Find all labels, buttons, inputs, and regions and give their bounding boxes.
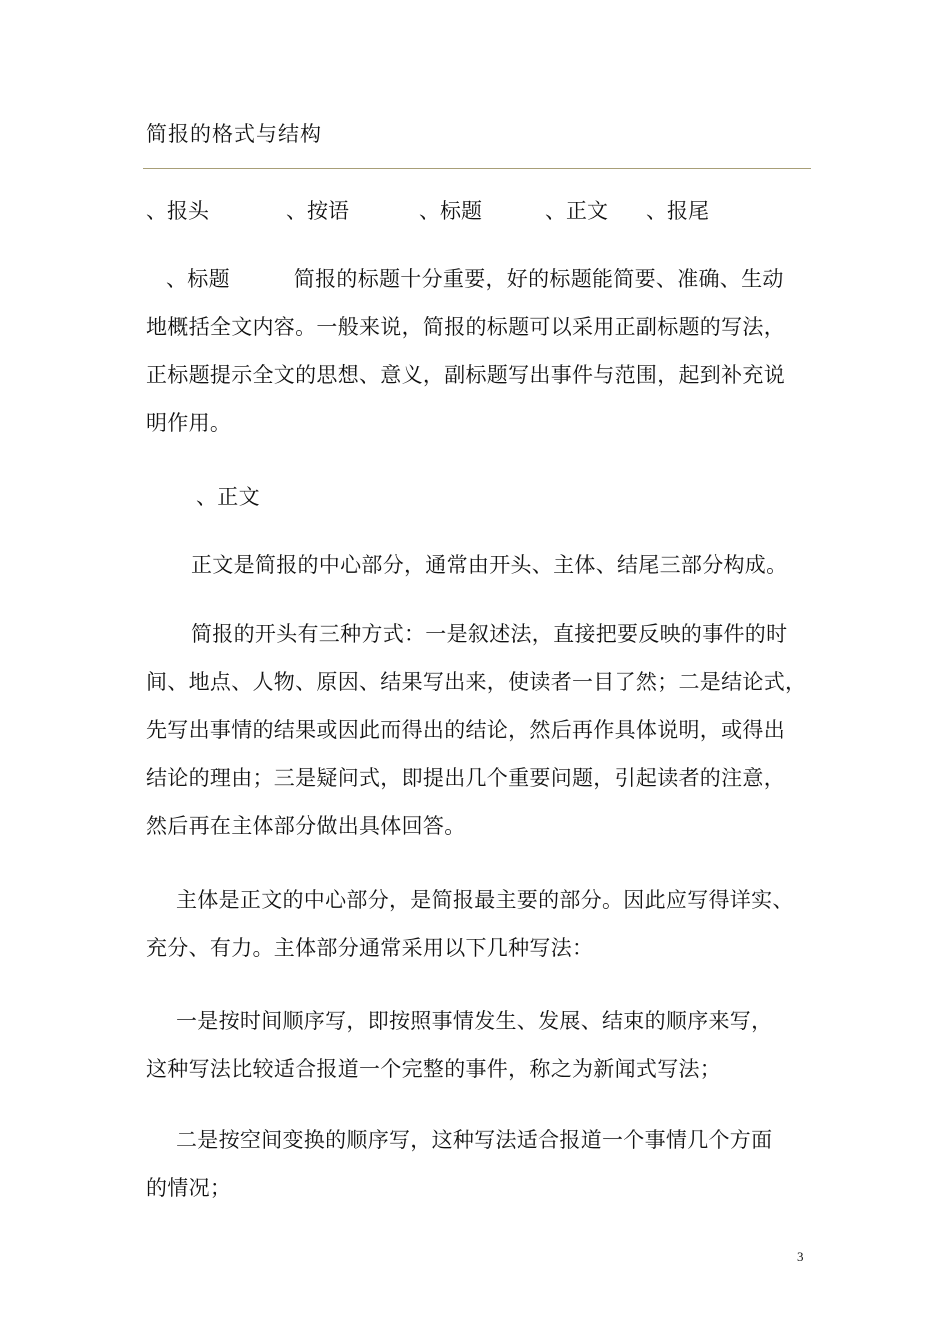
outline-item-report-head: 、报头 <box>146 199 209 223</box>
opening-paragraph <box>146 610 814 850</box>
paragraph-line: 充分、有力。主体部分通常采用以下几种写法： <box>146 936 594 960</box>
body-intro-paragraph <box>146 541 814 589</box>
paragraph-line: 二是按空间变换的顺序写，这种写法适合报道一个事情几个方面 <box>176 1128 773 1152</box>
method-two-paragraph <box>146 1116 814 1212</box>
section-heading: 、正文 <box>196 485 260 509</box>
outline-item-editor-note: 、按语 <box>286 199 349 223</box>
paragraph-line: 间、地点、人物、原因、结果写出来，使读者一目了然；二是结论式， <box>146 670 807 694</box>
title-section-paragraph <box>146 255 814 447</box>
body-section-heading <box>146 473 814 521</box>
outline-item-body: 、正文 <box>545 199 608 223</box>
paragraph-line: 正文是简报的中心部分，通常由开头、主体、结尾三部分构成。 <box>191 553 788 577</box>
paragraph-line: 正标题提示全文的思想、意义，副标题写出事件与范围，起到补充说 <box>146 363 785 387</box>
paragraph-line: 一是按时间顺序写，即按照事情发生、发展、结束的顺序来写， <box>176 1009 773 1033</box>
paragraph-line: 的情况； <box>146 1176 232 1200</box>
paragraph-line: 、标题 简报的标题十分重要，好的标题能简要、准确、生动 <box>166 267 784 291</box>
paragraph-line: 结论的理由；三是疑问式，即提出几个重要问题，引起读者的注意， <box>146 766 785 790</box>
paragraph-line: 先写出事情的结果或因此而得出的结论，然后再作具体说明，或得出 <box>146 718 785 742</box>
paragraph-line: 简报的开头有三种方式：一是叙述法，直接把要反映的事件的时 <box>191 622 788 646</box>
outline-item-report-tail: 、报尾 <box>646 199 709 223</box>
page-number: 3 <box>797 1249 804 1264</box>
paragraph-line: 这种写法比较适合报道一个完整的事件，称之为新闻式写法； <box>146 1057 722 1081</box>
method-one-paragraph <box>146 997 814 1093</box>
paragraph-line: 地概括全文内容。一般来说，简报的标题可以采用正副标题的写法， <box>146 315 785 339</box>
paragraph-line: 主体是正文的中心部分，是简报最主要的部分。因此应写得详实、 <box>176 888 794 912</box>
outline-item-title: 、标题 <box>419 199 482 223</box>
header-divider <box>143 168 811 169</box>
paragraph-line: 然后再在主体部分做出具体回答。 <box>146 814 466 838</box>
main-body-paragraph <box>146 876 814 972</box>
page-header-title: 简报的格式与结构 <box>146 122 322 146</box>
paragraph-line: 明作用。 <box>146 411 232 435</box>
structure-outline <box>0 196 950 226</box>
